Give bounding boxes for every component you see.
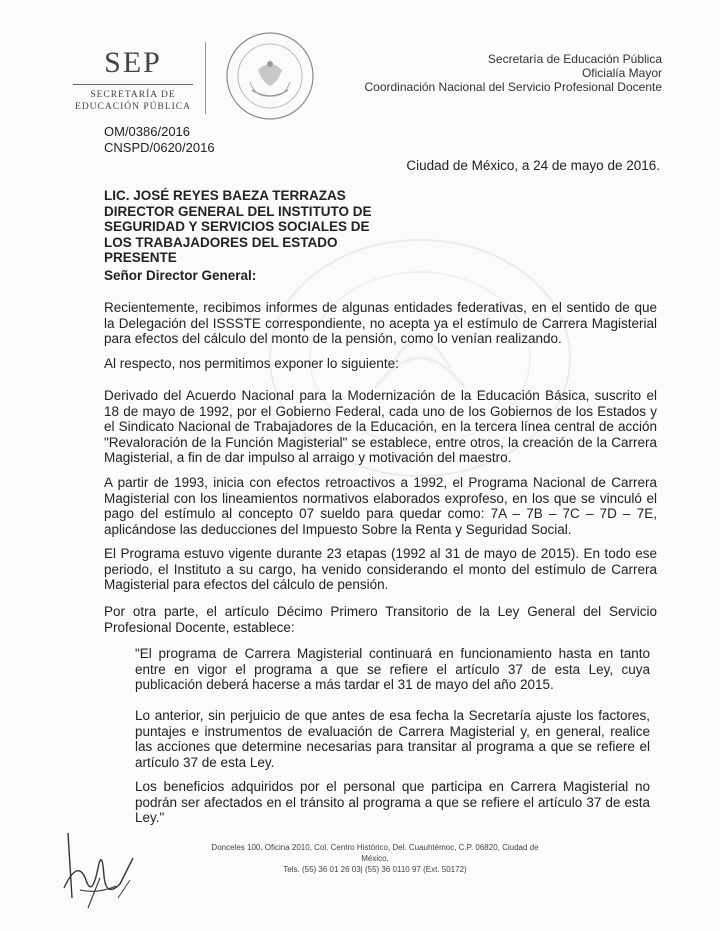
quote-paragraph-1: "El programa de Carrera Magisterial continuará en funcionamiento hasta en tanto entre en vigor el programa a que se refiere el artículo 37 de esta Ley, cuya publicación deberá hacerse a más tardar el 31 de mayo del año 2015. [135,646,650,692]
reference-numbers [104,124,215,156]
paragraph-6: Por otra parte, el artículo Décimo Primero Transitorio de la Ley General del Servicio Profesional Docente, establece: [104,604,657,635]
paragraph-5: El Programa estuvo vigente durante 23 etapas (1992 al 31 de mayo de 2015). En todo ese periodo, el Instituto a su cargo, ha venido considerando el monto del estímulo de Carrera Magisterial para efectos del cálculo de pensión. [104,546,657,592]
addressee-block [104,188,372,266]
header-line-oficialia: Oficialía Mayor [581,66,662,80]
paragraph-1: Recientemente, recibimos informes de algunas entidades federativas, en el sentido de que la Delegación del ISSSTE correspondiente, no acepta ya el estímulo de Carrera Magisterial para efectos del cálculo del monto de la pensión, como lo venían realizando. [104,300,657,346]
header-line-secretaria: Secretaría de Educación Pública [487,52,662,66]
logo-subtitle-line2: EDUCACIÓN PÚBLICA [75,102,191,112]
logo-rule [73,84,193,85]
header-institution [365,52,663,94]
header-line-coordinacion: Coordinación Nacional del Servicio Profesional Docente [364,80,662,94]
footer-phones: Tels. (55) 36 01 26 03| (55) 36 0110 97 (Ext. 50172) [283,865,467,874]
reference-om: OM/0386/2016 [104,124,191,139]
reference-cnspd: CNSPD/0620/2016 [104,140,215,155]
sep-logo-mark: SEP [104,46,162,79]
header-divider [205,42,206,114]
footer-address: Donceles 100, Oficina 2010, Col. Centro Histórico, Del. Cuauhtémoc, C.P. 06820, Ciudad de México. [211,843,539,863]
letter-footer [200,842,550,875]
national-seal-icon [224,30,316,122]
paragraph-2: Al respecto, nos permitimos exponer lo siguiente: [104,356,399,371]
letter-date: Ciudad de México, a 24 de mayo de 2016. [406,158,660,173]
addressee-title-line3: LOS TRABAJADORES DEL ESTADO [104,234,338,250]
paragraph-3: Derivado del Acuerdo Nacional para la Modernización de la Educación Básica, suscrito el 18 de mayo de 1992, por el Gobierno Federal, cada uno de los Gobiernos de los Estados y el Sindicato Nacional de Trabajadores de la Educación, en la tercera línea central de acción "Revaloración de la Función Magisterial" se establece, entre otros, la creación de la Carrera Magisterial, a fin de dar impulso al arraigo y motivación del maestro. [104,388,657,465]
sep-logo [68,48,198,113]
quote-paragraph-3: Los beneficios adquiridos por el personal que participa en Carrera Magisterial no podrán ser afectados en el tránsito al programa a que se refiere el artículo 37 de esta Ley." [135,779,650,825]
logo-subtitle-line1: SECRETARÍA DE [90,90,176,100]
addressee-presente: PRESENTE [104,250,177,265]
paragraph-4: A partir de 1993, inicia con efectos retroactivos a 1992, el Programa Nacional de Carrera Magisterial con los lineamientos normativos elaborados exprofeso, en los que se vinculó el pago del estímulo al concepto 07 sueldo para quedar como: 7A – 7B – 7C – 7D – 7E, aplicándose las deducciones del Impuesto Sobre la Renta y Seguridad Social. [104,475,657,537]
addressee-title-line2: SEGURIDAD Y SERVICIOS SOCIALES DE [104,219,370,234]
handwritten-signature [58,828,148,918]
salutation: Señor Director General: [104,268,257,283]
addressee-name: LIC. JOSÉ REYES BAEZA TERRAZAS [104,188,346,203]
addressee-title-line1: DIRECTOR GENERAL DEL INSTITUTO DE [104,203,372,219]
quote-paragraph-2: Lo anterior, sin perjuicio de que antes de esa fecha la Secretaría ajuste los factores, puntajes e instrumentos de evaluación de Carrera Magisterial y, en general, realice las acciones que determine necesarias para transitar al programa a que se refiere el artículo 37 de esta Ley. [135,708,650,770]
